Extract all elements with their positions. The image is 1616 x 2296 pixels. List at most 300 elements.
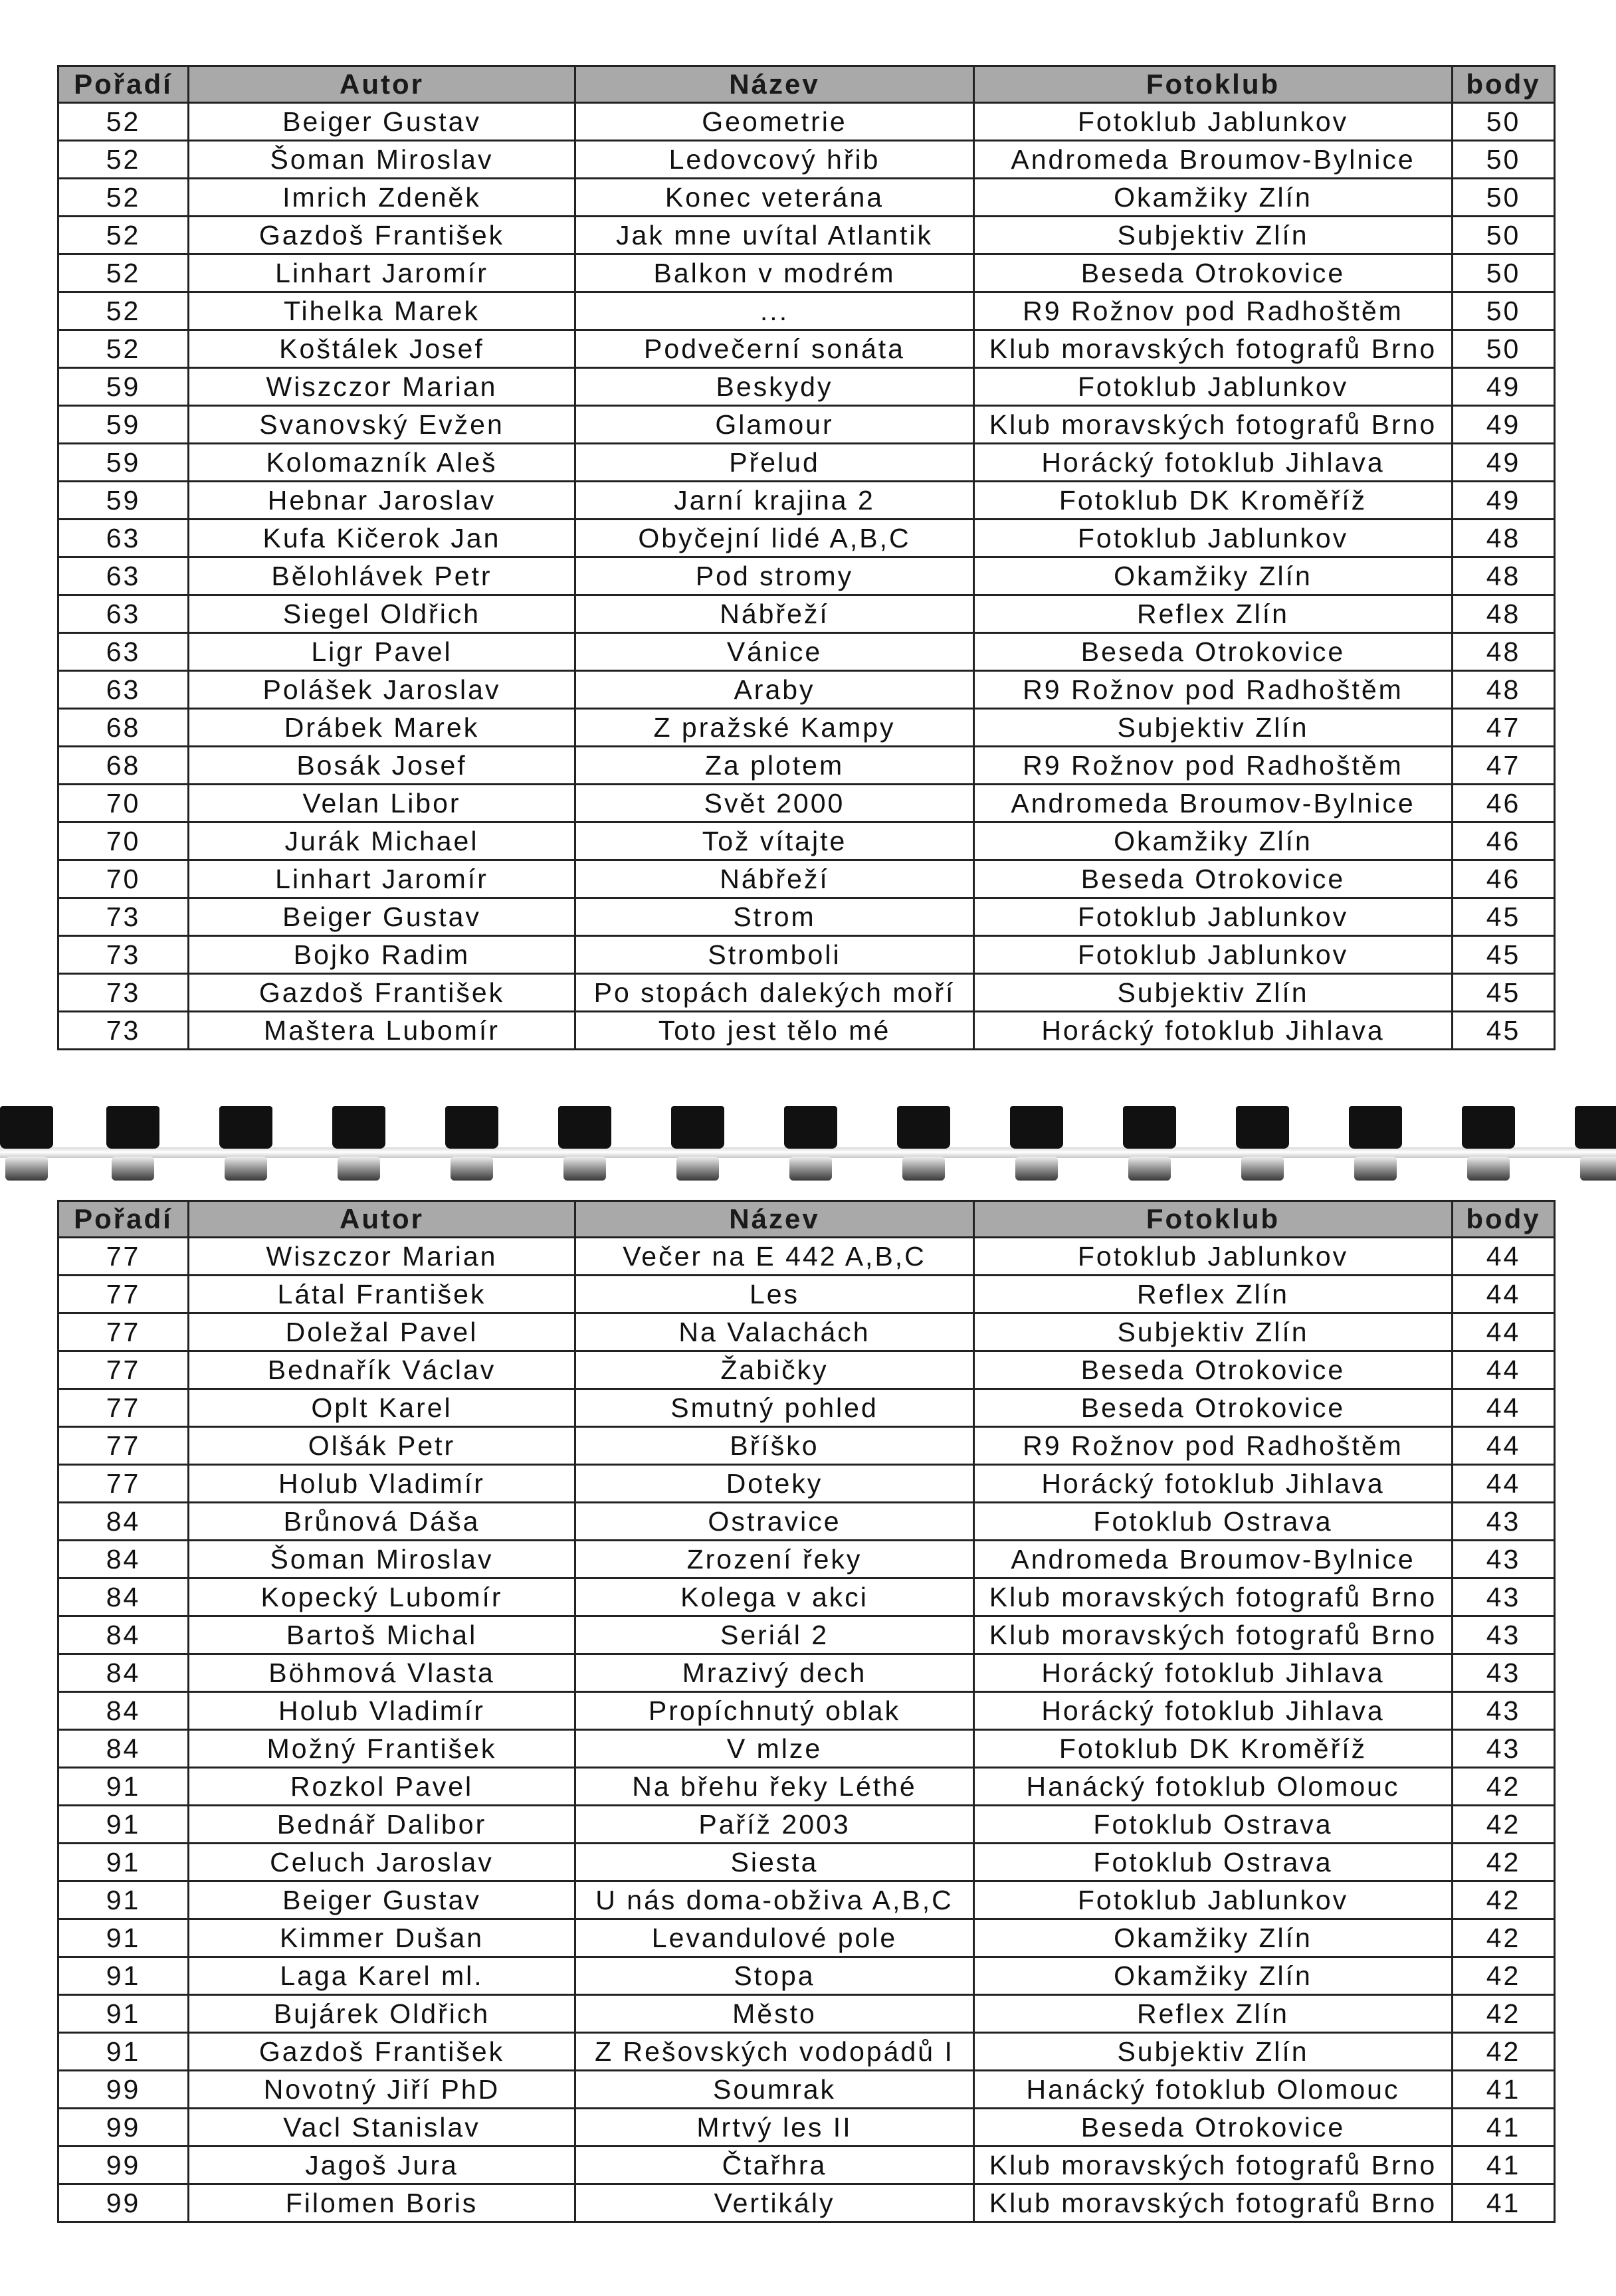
cell-rank: 52 <box>58 103 189 141</box>
cell-body: 47 <box>1453 709 1555 747</box>
table-row <box>58 1957 1555 1995</box>
cell-nazev: Strom <box>575 898 974 936</box>
cell-rank: 63 <box>58 633 189 671</box>
binding-ring-bottom <box>5 1157 48 1181</box>
cell-autor: Imrich Zdeněk <box>189 179 575 217</box>
table-row <box>58 368 1555 406</box>
cell-nazev: Vánice <box>575 633 974 671</box>
cell-rank: 77 <box>58 1427 189 1465</box>
cell-body: 44 <box>1453 1427 1555 1465</box>
cell-nazev: Beskydy <box>575 368 974 406</box>
cell-autor: Beiger Gustav <box>189 1881 575 1919</box>
table-top-body <box>58 103 1555 1050</box>
cell-fotoklub: Beseda Otrokovice <box>974 1389 1453 1427</box>
cell-fotoklub: Andromeda Broumov-Bylnice <box>974 785 1453 822</box>
table-row <box>58 2033 1555 2071</box>
cell-autor: Doležal Pavel <box>189 1313 575 1351</box>
cell-fotoklub: Subjektiv Zlín <box>974 709 1453 747</box>
cell-rank: 84 <box>58 1616 189 1654</box>
cell-body: 42 <box>1453 1844 1555 1881</box>
cell-fotoklub: Horácký fotoklub Jihlava <box>974 1692 1453 1730</box>
header-autor: Autor <box>189 1201 575 1238</box>
cell-rank: 63 <box>58 520 189 557</box>
header-autor: Autor <box>189 66 575 103</box>
cell-nazev: Toto jest tělo mé <box>575 1012 974 1050</box>
cell-nazev: Ledovcový hřib <box>575 141 974 179</box>
binding-ring-bottom <box>789 1157 832 1181</box>
cell-nazev: Na Valachách <box>575 1313 974 1351</box>
table-row <box>58 1578 1555 1616</box>
cell-body: 42 <box>1453 2033 1555 2071</box>
cell-autor: Gazdoš František <box>189 2033 575 2071</box>
cell-autor: Hebnar Jaroslav <box>189 482 575 520</box>
cell-rank: 70 <box>58 860 189 898</box>
cell-rank: 84 <box>58 1503 189 1541</box>
header-fotoklub: Fotoklub <box>974 66 1453 103</box>
cell-autor: Holub Vladimír <box>189 1465 575 1503</box>
header-rank: Pořadí <box>58 1201 189 1238</box>
table-row <box>58 1806 1555 1844</box>
cell-body: 44 <box>1453 1276 1555 1313</box>
cell-rank: 52 <box>58 330 189 368</box>
cell-autor: Wiszczor Marian <box>189 1238 575 1276</box>
cell-rank: 84 <box>58 1541 189 1578</box>
table-row <box>58 1692 1555 1730</box>
cell-body: 49 <box>1453 482 1555 520</box>
table-row <box>58 557 1555 595</box>
cell-autor: Kopecký Lubomír <box>189 1578 575 1616</box>
cell-autor: Jurák Michael <box>189 822 575 860</box>
cell-rank: 77 <box>58 1389 189 1427</box>
table-row <box>58 595 1555 633</box>
cell-rank: 59 <box>58 406 189 444</box>
cell-rank: 70 <box>58 822 189 860</box>
cell-nazev: Čtařhra <box>575 2147 974 2184</box>
cell-fotoklub: Fotoklub Jablunkov <box>974 898 1453 936</box>
table-row <box>58 482 1555 520</box>
cell-autor: Beiger Gustav <box>189 898 575 936</box>
cell-rank: 68 <box>58 747 189 785</box>
cell-body: 49 <box>1453 368 1555 406</box>
cell-rank: 91 <box>58 1957 189 1995</box>
table-row <box>58 1351 1555 1389</box>
table-row <box>58 633 1555 671</box>
cell-nazev: Z pražské Kampy <box>575 709 974 747</box>
cell-body: 45 <box>1453 898 1555 936</box>
cell-body: 50 <box>1453 292 1555 330</box>
binding-ring-bottom <box>563 1157 606 1181</box>
cell-rank: 91 <box>58 2033 189 2071</box>
binding-ring <box>1575 1106 1616 1183</box>
cell-nazev: Geometrie <box>575 103 974 141</box>
cell-fotoklub: R9 Rožnov pod Radhoštěm <box>974 747 1453 785</box>
cell-fotoklub: Reflex Zlín <box>974 595 1453 633</box>
cell-fotoklub: Subjektiv Zlín <box>974 1313 1453 1351</box>
cell-rank: 59 <box>58 368 189 406</box>
cell-autor: Jagoš Jura <box>189 2147 575 2184</box>
cell-fotoklub: Fotoklub DK Kroměříž <box>974 1730 1453 1768</box>
cell-nazev: Přelud <box>575 444 974 482</box>
cell-autor: Olšák Petr <box>189 1427 575 1465</box>
binding-ring-top <box>1010 1106 1063 1149</box>
cell-fotoklub: Okamžiky Zlín <box>974 822 1453 860</box>
table-row <box>58 292 1555 330</box>
cell-nazev: Jarní krajina 2 <box>575 482 974 520</box>
cell-body: 42 <box>1453 1768 1555 1806</box>
cell-rank: 91 <box>58 1881 189 1919</box>
cell-body: 43 <box>1453 1503 1555 1541</box>
cell-rank: 73 <box>58 1012 189 1050</box>
binding-ring-top <box>1575 1106 1616 1149</box>
cell-fotoklub: Fotoklub Jablunkov <box>974 1881 1453 1919</box>
cell-body: 48 <box>1453 557 1555 595</box>
table-row <box>58 217 1555 254</box>
cell-fotoklub: Beseda Otrokovice <box>974 860 1453 898</box>
binding-ring-bottom <box>451 1157 493 1181</box>
cell-body: 46 <box>1453 785 1555 822</box>
cell-fotoklub: Klub moravských fotografů Brno <box>974 1616 1453 1654</box>
cell-rank: 77 <box>58 1465 189 1503</box>
binding-ring-bottom <box>676 1157 719 1181</box>
cell-autor: Polášek Jaroslav <box>189 671 575 709</box>
binding-ring-top <box>106 1106 159 1149</box>
cell-autor: Velan Libor <box>189 785 575 822</box>
cell-rank: 73 <box>58 936 189 974</box>
cell-autor: Bednařík Václav <box>189 1351 575 1389</box>
cell-rank: 63 <box>58 595 189 633</box>
cell-rank: 52 <box>58 141 189 179</box>
cell-rank: 91 <box>58 1806 189 1844</box>
cell-rank: 59 <box>58 482 189 520</box>
cell-autor: Wiszczor Marian <box>189 368 575 406</box>
cell-fotoklub: Subjektiv Zlín <box>974 974 1453 1012</box>
cell-autor: Maštera Lubomír <box>189 1012 575 1050</box>
cell-fotoklub: Klub moravských fotografů Brno <box>974 406 1453 444</box>
cell-autor: Bojko Radim <box>189 936 575 974</box>
binding-ring-bottom <box>902 1157 945 1181</box>
cell-rank: 73 <box>58 898 189 936</box>
cell-body: 42 <box>1453 1995 1555 2033</box>
cell-nazev: Z Rešovských vodopádů I <box>575 2033 974 2071</box>
cell-rank: 52 <box>58 292 189 330</box>
cell-fotoklub: Okamžiky Zlín <box>974 179 1453 217</box>
cell-fotoklub: Okamžiky Zlín <box>974 1919 1453 1957</box>
table-row <box>58 1503 1555 1541</box>
cell-nazev: Stromboli <box>575 936 974 974</box>
table-row <box>58 179 1555 217</box>
cell-nazev: ... <box>575 292 974 330</box>
cell-body: 41 <box>1453 2109 1555 2147</box>
cell-body: 48 <box>1453 671 1555 709</box>
cell-body: 45 <box>1453 1012 1555 1050</box>
cell-nazev: Seriál 2 <box>575 1616 974 1654</box>
results-table-bottom <box>57 1200 1556 2223</box>
cell-autor: Bosák Josef <box>189 747 575 785</box>
cell-fotoklub: R9 Rožnov pod Radhoštěm <box>974 671 1453 709</box>
binding-ring-top <box>558 1106 611 1149</box>
binding-ring <box>106 1106 159 1183</box>
cell-body: 46 <box>1453 822 1555 860</box>
table-row <box>58 444 1555 482</box>
cell-nazev: V mlze <box>575 1730 974 1768</box>
cell-autor: Šoman Miroslav <box>189 1541 575 1578</box>
cell-nazev: Jak mne uvítal Atlantik <box>575 217 974 254</box>
cell-rank: 70 <box>58 785 189 822</box>
binding-ring-bottom <box>112 1157 154 1181</box>
cell-nazev: Obyčejní lidé A,B,C <box>575 520 974 557</box>
cell-nazev: Město <box>575 1995 974 2033</box>
cell-nazev: Mrtvý les II <box>575 2109 974 2147</box>
cell-body: 48 <box>1453 520 1555 557</box>
header-nazev: Název <box>575 1201 974 1238</box>
cell-nazev: Levandulové pole <box>575 1919 974 1957</box>
cell-fotoklub: Klub moravských fotografů Brno <box>974 2147 1453 2184</box>
cell-autor: Vacl Stanislav <box>189 2109 575 2147</box>
header-row <box>58 66 1555 103</box>
binding-ring-top <box>784 1106 837 1149</box>
table-row <box>58 671 1555 709</box>
cell-body: 50 <box>1453 179 1555 217</box>
cell-body: 44 <box>1453 1389 1555 1427</box>
cell-body: 46 <box>1453 860 1555 898</box>
table-row <box>58 1881 1555 1919</box>
cell-body: 49 <box>1453 444 1555 482</box>
table-row <box>58 1012 1555 1050</box>
cell-nazev: Po stopách dalekých moří <box>575 974 974 1012</box>
binding-ring-top <box>1123 1106 1176 1149</box>
cell-nazev: Nábřeží <box>575 860 974 898</box>
cell-nazev: Soumrak <box>575 2071 974 2109</box>
table-row <box>58 747 1555 785</box>
cell-autor: Kufa Kičerok Jan <box>189 520 575 557</box>
table-row <box>58 709 1555 747</box>
binding-ring <box>1236 1106 1289 1183</box>
cell-nazev: Tož vítajte <box>575 822 974 860</box>
cell-rank: 52 <box>58 254 189 292</box>
binding-ring <box>1010 1106 1063 1183</box>
table-row <box>58 1465 1555 1503</box>
binding-ring <box>1462 1106 1515 1183</box>
binding-ring <box>558 1106 611 1183</box>
cell-body: 50 <box>1453 141 1555 179</box>
cell-fotoklub: Klub moravských fotografů Brno <box>974 330 1453 368</box>
table-row <box>58 2071 1555 2109</box>
cell-rank: 84 <box>58 1730 189 1768</box>
table-row <box>58 2184 1555 2222</box>
binding-ring-bottom <box>225 1157 267 1181</box>
cell-nazev: Araby <box>575 671 974 709</box>
cell-rank: 91 <box>58 1768 189 1806</box>
cell-fotoklub: Fotoklub Jablunkov <box>974 1238 1453 1276</box>
binding-ring-bottom <box>1241 1157 1284 1181</box>
cell-fotoklub: R9 Rožnov pod Radhoštěm <box>974 292 1453 330</box>
cell-nazev: Balkon v modrém <box>575 254 974 292</box>
cell-autor: Linhart Jaromír <box>189 254 575 292</box>
table-row <box>58 1238 1555 1276</box>
cell-body: 44 <box>1453 1313 1555 1351</box>
cell-autor: Bělohlávek Petr <box>189 557 575 595</box>
cell-rank: 77 <box>58 1313 189 1351</box>
cell-body: 42 <box>1453 1806 1555 1844</box>
table-row <box>58 1768 1555 1806</box>
header-nazev: Název <box>575 66 974 103</box>
cell-body: 45 <box>1453 936 1555 974</box>
cell-fotoklub: Fotoklub DK Kroměříž <box>974 482 1453 520</box>
table-row <box>58 1919 1555 1957</box>
cell-fotoklub: Horácký fotoklub Jihlava <box>974 1012 1453 1050</box>
cell-fotoklub: Reflex Zlín <box>974 1995 1453 2033</box>
binding-ring-top <box>1236 1106 1289 1149</box>
cell-body: 41 <box>1453 2184 1555 2222</box>
binding-ring <box>219 1106 272 1183</box>
cell-body: 50 <box>1453 330 1555 368</box>
cell-autor: Kolomazník Aleš <box>189 444 575 482</box>
cell-nazev: Nábřeží <box>575 595 974 633</box>
cell-fotoklub: Fotoklub Jablunkov <box>974 936 1453 974</box>
binding-ring-top <box>219 1106 272 1149</box>
cell-rank: 84 <box>58 1578 189 1616</box>
cell-rank: 77 <box>58 1351 189 1389</box>
cell-fotoklub: Fotoklub Ostrava <box>974 1844 1453 1881</box>
cell-fotoklub: Fotoklub Ostrava <box>974 1503 1453 1541</box>
header-rank: Pořadí <box>58 66 189 103</box>
cell-fotoklub: Fotoklub Jablunkov <box>974 368 1453 406</box>
table-row <box>58 1995 1555 2033</box>
table-row <box>58 406 1555 444</box>
cell-nazev: Podvečerní sonáta <box>575 330 974 368</box>
binding-ring-top <box>1462 1106 1515 1149</box>
cell-rank: 84 <box>58 1692 189 1730</box>
results-table-top <box>57 65 1556 1050</box>
cell-autor: Siegel Oldřich <box>189 595 575 633</box>
binding-ring <box>0 1106 53 1183</box>
table-row <box>58 1844 1555 1881</box>
table-row <box>58 141 1555 179</box>
table-row <box>58 1616 1555 1654</box>
cell-nazev: Konec veterána <box>575 179 974 217</box>
cell-nazev: Svět 2000 <box>575 785 974 822</box>
table-row <box>58 898 1555 936</box>
table-row <box>58 974 1555 1012</box>
cell-autor: Možný František <box>189 1730 575 1768</box>
table-row <box>58 254 1555 292</box>
cell-rank: 99 <box>58 2147 189 2184</box>
binding-ring <box>1349 1106 1402 1183</box>
cell-rank: 77 <box>58 1238 189 1276</box>
cell-nazev: Žabičky <box>575 1351 974 1389</box>
cell-fotoklub: Horácký fotoklub Jihlava <box>974 1465 1453 1503</box>
cell-body: 41 <box>1453 2071 1555 2109</box>
cell-body: 43 <box>1453 1578 1555 1616</box>
cell-fotoklub: Andromeda Broumov-Bylnice <box>974 1541 1453 1578</box>
cell-rank: 73 <box>58 974 189 1012</box>
cell-rank: 91 <box>58 1844 189 1881</box>
cell-body: 50 <box>1453 217 1555 254</box>
cell-fotoklub: Klub moravských fotografů Brno <box>974 2184 1453 2222</box>
cell-fotoklub: Klub moravských fotografů Brno <box>974 1578 1453 1616</box>
cell-nazev: Propíchnutý oblak <box>575 1692 974 1730</box>
cell-fotoklub: Okamžiky Zlín <box>974 1957 1453 1995</box>
cell-body: 50 <box>1453 103 1555 141</box>
cell-autor: Böhmová Vlasta <box>189 1654 575 1692</box>
cell-autor: Bartoš Michal <box>189 1616 575 1654</box>
cell-fotoklub: Beseda Otrokovice <box>974 2109 1453 2147</box>
table-row <box>58 785 1555 822</box>
cell-body: 43 <box>1453 1730 1555 1768</box>
cell-fotoklub: Hanácký fotoklub Olomouc <box>974 1768 1453 1806</box>
table-row <box>58 1654 1555 1692</box>
cell-fotoklub: Beseda Otrokovice <box>974 254 1453 292</box>
cell-nazev: Zrození řeky <box>575 1541 974 1578</box>
cell-autor: Gazdoš František <box>189 217 575 254</box>
cell-autor: Šoman Miroslav <box>189 141 575 179</box>
table-row <box>58 860 1555 898</box>
binding-ring-bottom <box>1580 1157 1616 1181</box>
cell-fotoklub: Subjektiv Zlín <box>974 2033 1453 2071</box>
cell-rank: 52 <box>58 179 189 217</box>
cell-nazev: U nás doma-obživa A,B,C <box>575 1881 974 1919</box>
cell-fotoklub: Okamžiky Zlín <box>974 557 1453 595</box>
cell-nazev: Glamour <box>575 406 974 444</box>
cell-nazev: Ostravice <box>575 1503 974 1541</box>
binding-ring-top <box>0 1106 53 1149</box>
cell-nazev: Mrazivý dech <box>575 1654 974 1692</box>
cell-body: 44 <box>1453 1351 1555 1389</box>
cell-fotoklub: Subjektiv Zlín <box>974 217 1453 254</box>
cell-rank: 63 <box>58 557 189 595</box>
cell-nazev: Doteky <box>575 1465 974 1503</box>
table-row <box>58 822 1555 860</box>
cell-autor: Linhart Jaromír <box>189 860 575 898</box>
table-row <box>58 1389 1555 1427</box>
cell-autor: Koštálek Josef <box>189 330 575 368</box>
cell-rank: 63 <box>58 671 189 709</box>
cell-rank: 99 <box>58 2071 189 2109</box>
cell-nazev: Les <box>575 1276 974 1313</box>
cell-rank: 84 <box>58 1654 189 1692</box>
cell-rank: 99 <box>58 2184 189 2222</box>
cell-body: 47 <box>1453 747 1555 785</box>
cell-body: 48 <box>1453 633 1555 671</box>
binding-ring <box>897 1106 950 1183</box>
binding-ring-top <box>445 1106 498 1149</box>
cell-body: 45 <box>1453 974 1555 1012</box>
table-row <box>58 330 1555 368</box>
cell-autor: Bujárek Oldřich <box>189 1995 575 2033</box>
cell-autor: Bednář Dalibor <box>189 1806 575 1844</box>
cell-rank: 68 <box>58 709 189 747</box>
cell-autor: Svanovský Evžen <box>189 406 575 444</box>
cell-autor: Laga Karel ml. <box>189 1957 575 1995</box>
cell-body: 43 <box>1453 1616 1555 1654</box>
binding-ring-top <box>332 1106 385 1149</box>
cell-fotoklub: Fotoklub Ostrava <box>974 1806 1453 1844</box>
binding-ring-bottom <box>1354 1157 1397 1181</box>
cell-fotoklub: Hanácký fotoklub Olomouc <box>974 2071 1453 2109</box>
cell-body: 42 <box>1453 1957 1555 1995</box>
header-row <box>58 1201 1555 1238</box>
table-bottom-body <box>58 1238 1555 2222</box>
cell-nazev: Vertikály <box>575 2184 974 2222</box>
cell-rank: 91 <box>58 1919 189 1957</box>
cell-nazev: Smutný pohled <box>575 1389 974 1427</box>
cell-rank: 91 <box>58 1995 189 2033</box>
cell-autor: Ligr Pavel <box>189 633 575 671</box>
table-row <box>58 520 1555 557</box>
cell-autor: Beiger Gustav <box>189 103 575 141</box>
cell-autor: Látal František <box>189 1276 575 1313</box>
cell-fotoklub: Horácký fotoklub Jihlava <box>974 444 1453 482</box>
